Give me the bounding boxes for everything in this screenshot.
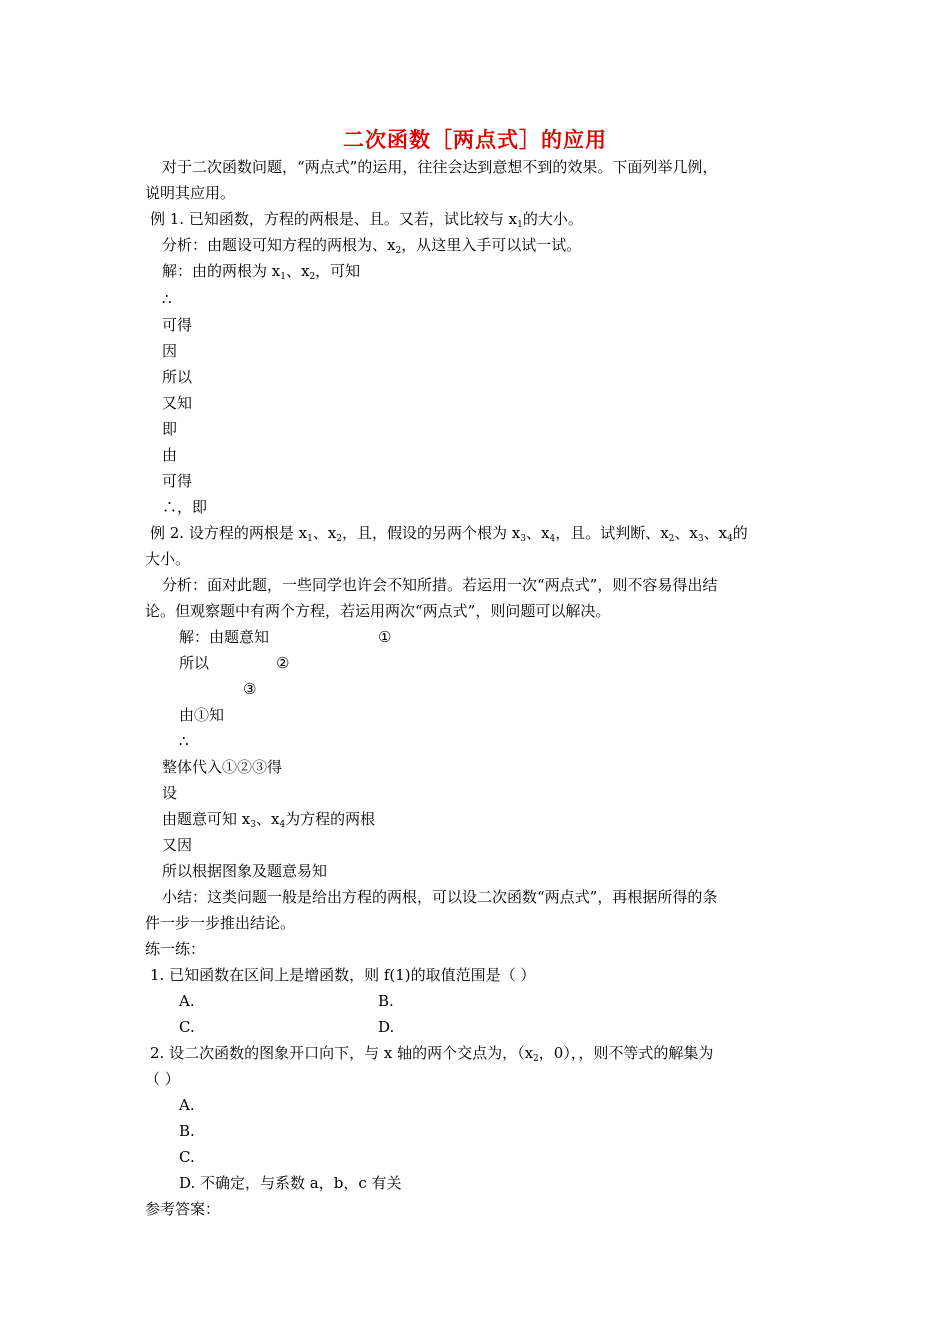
- answers-heading: 参考答案：: [145, 1200, 221, 1218]
- example2-from-1: 由①知: [179, 706, 225, 724]
- example2-roots: 由题意可知 $x_3$、$x_4$为方程的两根: [162, 810, 376, 830]
- summary-line-2: 件一步一步推出结论。: [145, 914, 296, 932]
- q1-option-b: B.: [378, 992, 394, 1010]
- example1-step: 可得: [162, 316, 193, 334]
- practice-question-2-line2: （ ）: [145, 1070, 180, 1088]
- equation-mark-3: ③: [243, 680, 257, 698]
- intro-line-2: 说明其应用。: [145, 184, 236, 202]
- example1-step: 即: [162, 420, 178, 438]
- example1-step: 所以: [162, 368, 193, 386]
- summary-line-1: 小结：这类问题一般是给出方程的两根，可以设二次函数“两点式”，再根据所得的条: [162, 888, 718, 906]
- equation-mark-2: ②: [276, 654, 290, 672]
- page-title: 二次函数［两点式］的应用: [343, 127, 607, 152]
- q2-option-a: A.: [179, 1096, 195, 1114]
- q2-option-b: B.: [179, 1122, 195, 1140]
- q1-option-c: C.: [179, 1018, 195, 1036]
- equation-mark-1: ①: [378, 628, 392, 646]
- example1-solution: 解：由的两根为 $x_1$、$x_2$，可知: [162, 262, 361, 282]
- example2-analysis-line2: 论。但观察题中有两个方程，若运用两次“两点式”，则问题可以解决。: [145, 602, 611, 620]
- example1-analysis: 分析：由题设可知方程的两根为、$x_2$，从这里入手可以试一试。: [162, 236, 582, 256]
- example2-analysis-line1: 分析：面对此题，一些同学也许会不知所措。若运用一次“两点式”，则不容易得出结: [162, 576, 718, 594]
- example1-step: ∴: [162, 290, 172, 308]
- example1-step: ∴，即: [162, 498, 208, 516]
- example2-therefore: ∴: [179, 732, 189, 750]
- practice-question-1: 1. 已知函数在区间上是增函数，则 f(1)的取值范围是（ ）: [150, 966, 536, 984]
- example2-statement-line2: 大小。: [145, 550, 191, 568]
- practice-question-2: 2. 设二次函数的图象开口向下，与 x 轴的两个交点为，（$x_2$，0），，则不等式的解集为: [150, 1044, 714, 1064]
- example2-conclusion: 所以根据图象及题意易知: [162, 862, 328, 880]
- q1-option-d: D.: [378, 1018, 395, 1036]
- example2-let: 设: [162, 784, 178, 802]
- intro-line-1: 对于二次函数问题，“两点式”的运用，往往会达到意想不到的效果。下面列举几例，: [162, 158, 718, 176]
- example2-substitute: 整体代入①②③得: [162, 758, 283, 776]
- example2-so-label: 所以: [179, 654, 210, 672]
- practice-heading: 练一练：: [145, 940, 206, 958]
- q1-option-a: A.: [179, 992, 195, 1010]
- example1-step: 可得: [162, 472, 193, 490]
- example1-statement: 例 1. 已知函数，方程的两根是、且。又若，试比较与 $x_1$的大小。: [150, 210, 583, 230]
- example1-step: 又知: [162, 394, 193, 412]
- example1-step: 因: [162, 342, 178, 360]
- example2-again: 又因: [162, 836, 193, 854]
- example1-step: 由: [162, 446, 178, 464]
- example2-solution-label: 解：由题意知: [179, 628, 270, 646]
- q2-option-d: D. 不确定，与系数 a，b，c 有关: [179, 1174, 402, 1192]
- example2-statement: 例 2. 设方程的两根是 $x_1$、$x_2$，且，假设的另两个根为 $x_3$、$x_4$，且。试判断、$x_2$、$x_3$、$x_4$的: [150, 524, 748, 544]
- q2-option-c: C.: [179, 1148, 195, 1166]
